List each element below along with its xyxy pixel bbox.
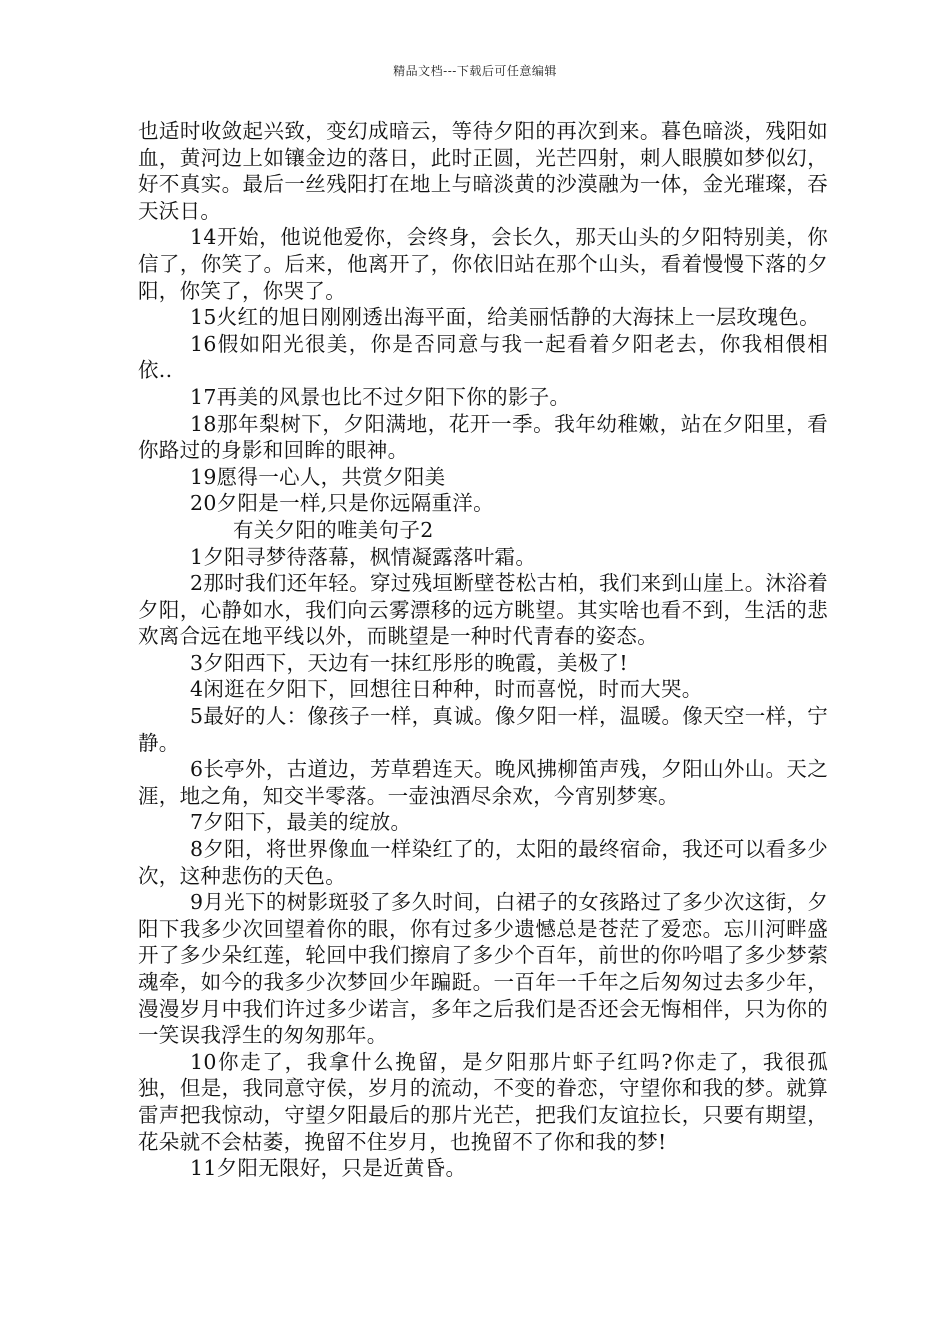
paragraph: 18那年梨树下，夕阳满地，花开一季。我年幼稚嫩，站在夕阳里，看你路过的身影和回眸的眼神。	[138, 411, 828, 463]
paragraph: 14开始，他说他爱你，会终身，会长久，那天山头的夕阳特别美，你信了，你笑了。后来，他离开了，你依旧站在那个山头，看着慢慢下落的夕阳，你笑了，你哭了。	[138, 225, 828, 303]
paragraph: 9月光下的树影斑驳了多久时间，白裙子的女孩路过了多少次这街，夕阳下我多少次回望着你的眼，你有过多少遗憾总是苍茫了爱恋。忘川河畔盛开了多少朵红莲，轮回中我们擦肩了多少个百年，前世的你吟唱了多少梦萦魂牵，如今的我多少次梦回少年蹁跹。一百年一千年之后匆匆过去多少年，漫漫岁月中我们许过多少诺言，多年之后我们是否还会无悔相伴，只为你的一笑误我浮生的匆匆那年。	[138, 890, 828, 1048]
paragraph: 10你走了，我拿什么挽留，是夕阳那片虾子红吗?你走了，我很孤独，但是，我同意守侯，岁月的流动，不变的眷恋，守望你和我的梦。就算雷声把我惊动，守望夕阳最后的那片光芒，把我们友谊拉长，只要有期望，花朵就不会枯萎，挽留不住岁月，也挽留不了你和我的梦!	[138, 1049, 828, 1154]
paragraph: 6长亭外，古道边，芳草碧连天。晚风拂柳笛声残，夕阳山外山。天之涯，地之角，知交半零落。一壶浊酒尽余欢，今宵别梦寒。	[138, 757, 828, 808]
paragraph: 7夕阳下，最美的绽放。	[190, 810, 412, 835]
page-header: 精品文档---下载后可任意编辑	[393, 64, 557, 78]
paragraph: 16假如阳光很美，你是否同意与我一起看着夕阳老去，你我相偎相依..	[138, 331, 828, 383]
paragraph: 11夕阳无限好，只是近黄昏。	[190, 1156, 467, 1181]
paragraph: 19愿得一心人，共赏夕阳美	[190, 464, 446, 489]
paragraph: 15火红的旭日刚刚透出海平面，给美丽恬静的大海抹上一层玫瑰色。	[190, 305, 820, 330]
section-subtitle: 有关夕阳的唯美句子2	[233, 517, 434, 542]
document-body	[138, 118, 828, 1182]
paragraph: 3夕阳西下，天边有一抹红彤彤的晚霞，美极了!	[190, 650, 628, 675]
paragraph: 5最好的人：像孩子一样，真诚。像夕阳一样，温暖。像天空一样，宁静。	[138, 704, 828, 755]
paragraph: 1夕阳寻梦待落幕，枫情凝露落叶霜。	[190, 544, 537, 569]
paragraph: 8夕阳，将世界像血一样染红了的，太阳的最终宿命，我还可以看多少次，这种悲伤的天色。	[138, 837, 828, 888]
paragraph: 17再美的风景也比不过夕阳下你的影子。	[190, 384, 571, 409]
paragraph: 4闲逛在夕阳下，回想往日种种，时而喜悦，时而大哭。	[190, 677, 703, 702]
paragraph: 2那时我们还年轻。穿过残垣断壁苍松古柏，我们来到山崖上。沐浴着夕阳，心静如水，我们向云雾漂移的远方眺望。其实啥也看不到，生活的悲欢离合远在地平线以外，而眺望是一种时代青春的姿态。	[138, 571, 828, 649]
paragraph: 20夕阳是一样,只是你远隔重洋。	[190, 491, 494, 516]
paragraph: 也适时收敛起兴致，变幻成暗云，等待夕阳的再次到来。暮色暗淡，残阳如血，黄河边上如镶金边的落日，此时正圆，光芒四射，刺人眼膜如梦似幻，好不真实。最后一丝残阳打在地上与暗淡黄的沙漠融为一体，金光璀璨，吞天沃日。	[138, 119, 828, 223]
